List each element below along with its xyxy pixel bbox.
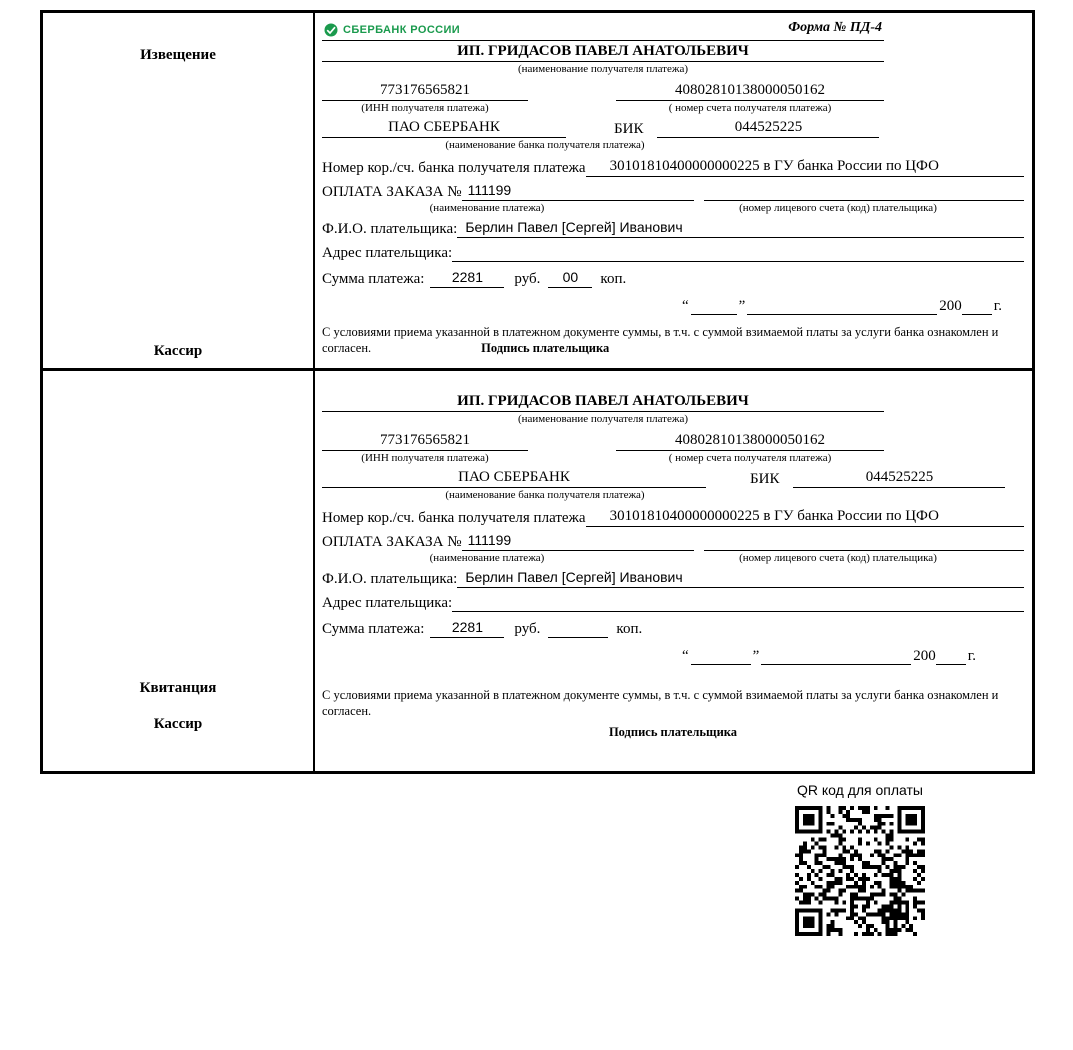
agreement-sentence: С условиями приема указанной в платежном документе суммы, в т.ч. с суммой взимаемой платы за услуги банка ознакомлен и согласен. [322,325,999,356]
inn-caption: (ИНН получателя платежа) [361,102,489,114]
signature-label: Подпись плательщика [608,724,738,739]
agreement-text [322,687,1024,720]
payer-name-value: Берлин Павел [Сергей] Иванович [457,569,1024,588]
receipt-cashier-label: Кассир [153,716,203,732]
purpose-caption: (наименование платежа) [429,552,545,564]
sum-label: Сумма платежа: [322,271,425,287]
purpose-label: ОПЛАТА ЗАКАЗА № [322,534,462,550]
date-day-field [691,296,737,315]
qr-label: QR код для оплаты [796,782,923,798]
notice-form [315,13,1032,368]
date-day-field [691,646,751,665]
sum-rub-value: 2281 [430,619,504,638]
year-suffix: г. [967,648,976,664]
inn-account-captions [322,452,1024,464]
year-field [962,296,992,315]
year-suffix: г. [993,298,1002,314]
bik-label: БИК [614,121,644,137]
agreement-sentence: С условиями приема указанной в платежном документе суммы, в т.ч. с суммой взимаемой платы за услуги банка ознакомлен и согласен. [322,688,999,719]
sberbank-logo-icon [324,23,338,37]
payer-name-row [322,569,1024,588]
bank-row [322,119,1024,138]
bank-row [322,469,1024,488]
payer-name-value: Берлин Павел [Сергей] Иванович [457,219,1024,238]
open-quote: “ [681,648,689,664]
address-label: Адрес плательщика: [322,595,453,611]
close-quote: ” [752,648,760,664]
address-field [452,243,1024,262]
inn-account-row [322,82,1024,101]
bank-name-value: ПАО СБЕРБАНК [322,469,706,488]
purpose-label: ОПЛАТА ЗАКАЗА № [322,184,462,200]
year-prefix: 200 [939,298,962,314]
qr-block [775,782,945,941]
inn-caption: (ИНН получателя платежа) [361,452,489,464]
sum-rub-value: 2281 [430,269,504,288]
form-header [322,19,884,41]
bank-caption-row [322,488,1024,501]
date-row [322,296,1024,315]
payer-code-field [704,532,1024,551]
purpose-captions [322,202,1024,214]
corr-label: Номер кор./сч. банка получателя платежа [322,160,586,176]
receipt-left-cell [43,371,315,771]
bik-value: 044525225 [793,469,1005,488]
payee-caption: (наименование получателя платежа) [517,63,689,75]
date-month-field [747,296,937,315]
account-caption: ( номер счета получателя платежа) [668,452,832,464]
close-quote: ” [738,298,746,314]
payer-code-caption: (номер лицевого счета (код) плательщика) [739,202,937,214]
agreement-text [322,324,1024,357]
corr-value: 30101810400000000225 в ГУ банка России по ЦФО [586,158,1024,177]
order-number-value: 111199 [462,532,694,551]
payer-code-field [704,182,1024,201]
sum-row [322,269,1024,288]
payment-purpose-row [322,182,1024,201]
receipt-section [43,371,1032,771]
corr-account-row [322,508,1024,527]
form-number-label: Форма № ПД-4 [788,20,882,35]
bank-caption: (наименование банка получателя платежа) [445,489,645,501]
pd4-form-table [40,10,1035,774]
rub-label: руб. [514,621,541,637]
kop-label: коп. [600,271,627,287]
receipt-form [315,371,1032,771]
receipt-label: Квитанция [139,680,217,696]
year-field [936,646,966,665]
year-prefix: 200 [913,648,936,664]
inn-value: 773176565821 [322,432,528,451]
date-month-field [761,646,911,665]
payment-purpose-row [322,532,1024,551]
corr-value: 30101810400000000225 в ГУ банка России по ЦФО [586,508,1024,527]
bank-caption: (наименование банка получателя платежа) [445,139,645,151]
notice-left-cell [43,13,315,368]
account-value: 40802810138000050162 [616,82,884,101]
payer-label: Ф.И.О. плательщика: [322,221,458,237]
payee-name: ИП. ГРИДАСОВ ПАВЕЛ АНАТОЛЬЕВИЧ [322,391,884,412]
inn-account-captions [322,102,1024,114]
sum-kop-value: 00 [548,269,592,288]
payer-code-caption: (номер лицевого счета (код) плательщика) [739,552,937,564]
bik-value: 044525225 [657,119,879,138]
kop-label: коп. [616,621,643,637]
bank-name-value: ПАО СБЕРБАНК [322,119,566,138]
payee-name: ИП. ГРИДАСОВ ПАВЕЛ АНАТОЛЬЕВИЧ [322,41,884,62]
account-caption: ( номер счета получателя платежа) [668,102,832,114]
sum-row [322,619,1024,638]
corr-label: Номер кор./сч. банка получателя платежа [322,510,586,526]
notice-cashier-label: Кассир [153,343,203,359]
signature-label: Подпись плательщика [481,341,610,356]
payer-address-row [322,593,1024,612]
rub-label: руб. [514,271,541,287]
address-field [452,593,1024,612]
sberbank-logo [324,23,460,37]
payer-label: Ф.И.О. плательщика: [322,571,458,587]
inn-account-row [322,432,1024,451]
signature-row [322,723,1024,741]
notice-section [43,13,1032,371]
sum-label: Сумма платежа: [322,621,425,637]
sberbank-logo-text: СБЕРБАНК РОССИИ [343,23,461,36]
payee-caption: (наименование получателя платежа) [517,413,689,425]
bank-caption-row [322,138,1024,151]
qr-code [795,806,925,936]
inn-value: 773176565821 [322,82,528,101]
payer-address-row [322,243,1024,262]
notice-label: Извещение [140,47,216,63]
account-value: 40802810138000050162 [616,432,884,451]
order-number-value: 111199 [462,182,694,201]
address-label: Адрес плательщика: [322,245,453,261]
payer-name-row [322,219,1024,238]
corr-account-row [322,158,1024,177]
sum-kop-value [548,619,608,638]
open-quote: “ [681,298,689,314]
date-row [322,646,1024,665]
purpose-captions [322,552,1024,564]
purpose-caption: (наименование платежа) [429,202,545,214]
bik-label: БИК [750,471,780,487]
